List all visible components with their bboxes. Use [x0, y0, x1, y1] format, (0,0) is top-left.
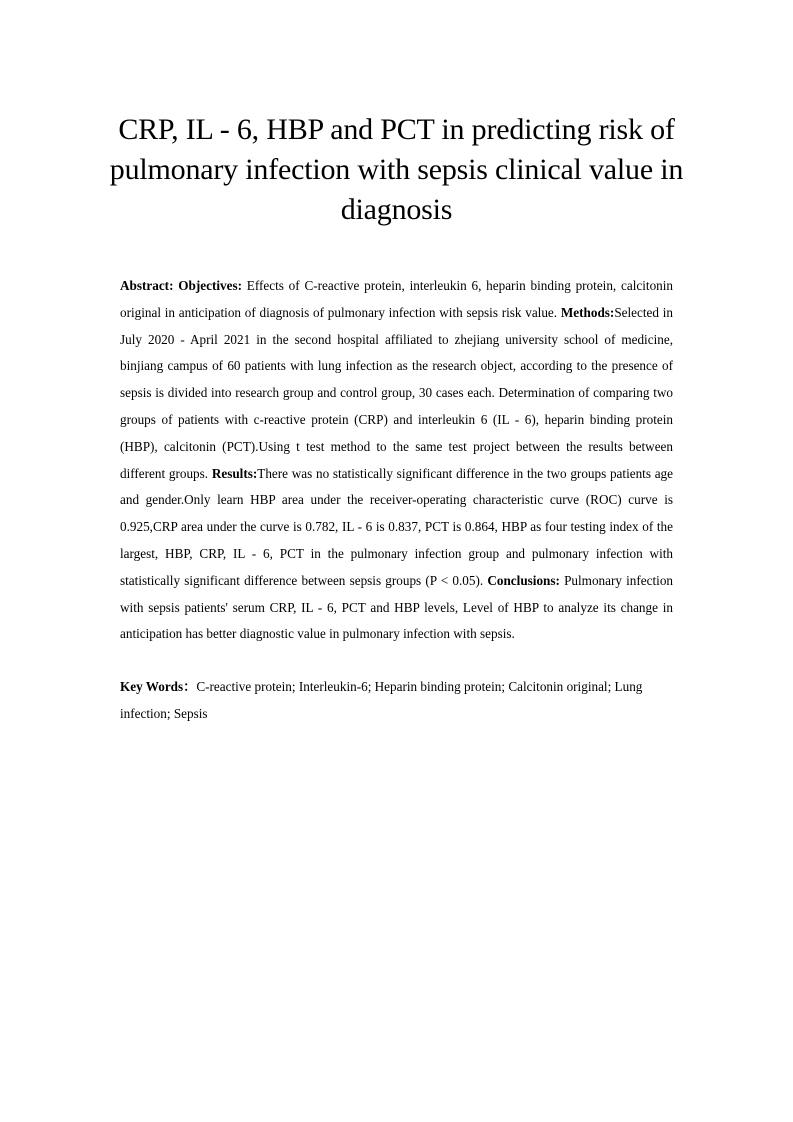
keywords-text: C-reactive protein; Interleukin-6; Heparin binding protein; Calcitonin original; Lung infection; Sepsis — [120, 679, 643, 721]
methods-text: Selected in July 2020 - April 2021 in the second hospital affiliated to zhejiang university school of medicine, binjiang campus of 60 patients with lung infection as the research object, according to the presence of sepsis is divided into research group and control group, 30 cases each. Determination of comparing two groups of patients with c-reactive protein (CRP) and interleukin 6 (IL - 6), heparin binding protein (HBP), calcitonin (PCT).Using t test method to the same test project between the results between different groups. — [120, 304, 673, 481]
results-text: There was no statistically significant difference in the two groups patients age and gender.Only learn HBP area under the receiver-operating characteristic curve (ROC) curve is 0.925,CRP area under the curve is 0.782, IL - 6 is 0.837, PCT is 0.864, HBP as four testing index of the largest, HBP, CRP, IL - 6, PCT in the pulmonary infection group and pulmonary infection with statistically significant difference between sepsis groups (P < 0.05). — [120, 465, 674, 588]
keywords-paragraph — [120, 674, 673, 728]
objectives-text: Effects of C-reactive protein, interleukin 6, heparin binding protein, calcitonin original in anticipation of diagnosis of pulmonary infection with sepsis risk value. — [120, 278, 674, 320]
paper-title: CRP, IL - 6, HBP and PCT in predicting risk of pulmonary infection with sepsis clinical value in diagnosis — [109, 113, 684, 226]
abstract-paragraph — [120, 273, 673, 648]
conclusions-text: Pulmonary infection with sepsis patients' serum CRP, IL - 6, PCT and HBP levels, Level of HBP to analyze its change in anticipation has better diagnostic value in pulmonary infection with sepsis. — [120, 572, 674, 642]
abstract-label: Abstract: — [120, 278, 174, 293]
methods-label: Methods: — [560, 304, 615, 320]
objectives-label: Objectives: — [178, 278, 242, 293]
conclusions-label: Conclusions: — [487, 572, 560, 588]
results-label: Results: — [211, 465, 258, 481]
keywords-label: Key Words： — [120, 679, 197, 694]
